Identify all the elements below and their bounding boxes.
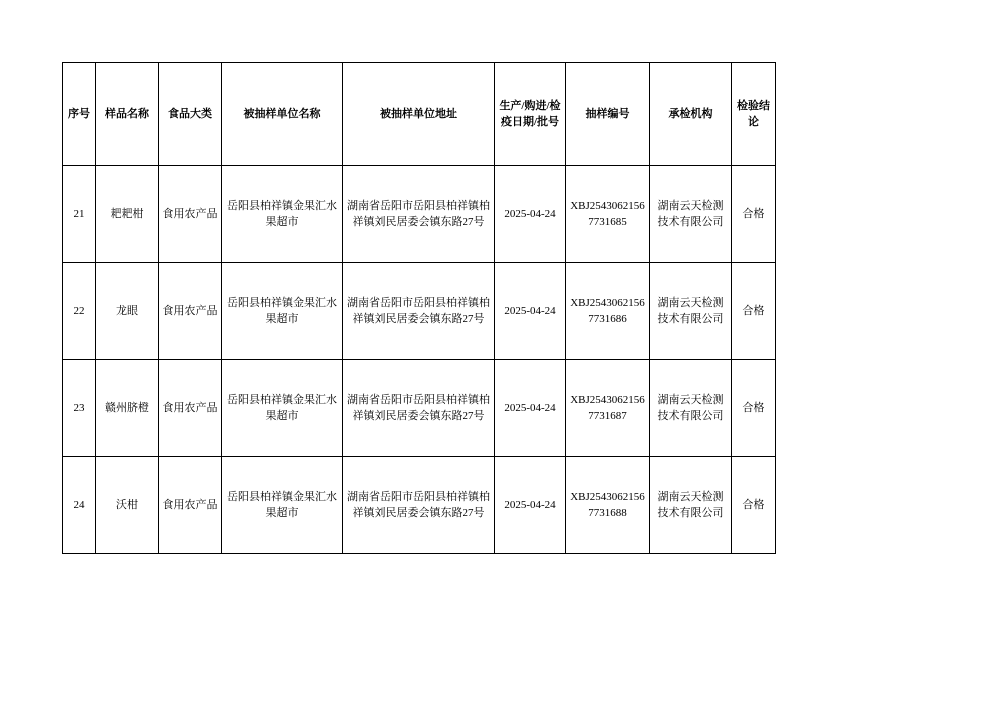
column-header-sampled-unit-name: 被抽样单位名称 (222, 63, 343, 166)
cell-sample-name: 赣州脐橙 (96, 360, 159, 457)
cell-index: 24 (63, 457, 96, 554)
cell-sampling-number: XBJ25430621567731688 (566, 457, 650, 554)
cell-sampled-unit-name: 岳阳县柏祥镇金果汇水果超市 (222, 457, 343, 554)
cell-sampling-number: XBJ25430621567731685 (566, 166, 650, 263)
cell-index: 21 (63, 166, 96, 263)
cell-sample-name: 沃柑 (96, 457, 159, 554)
cell-sampled-unit-name: 岳阳县柏祥镇金果汇水果超市 (222, 263, 343, 360)
cell-food-category: 食用农产品 (159, 166, 222, 263)
column-header-production-date: 生产/购进/检疫日期/批号 (495, 63, 566, 166)
table-row (63, 457, 776, 554)
table-row (63, 360, 776, 457)
cell-production-date: 2025-04-24 (495, 166, 566, 263)
cell-sampled-unit-name: 岳阳县柏祥镇金果汇水果超市 (222, 360, 343, 457)
cell-sampling-number: XBJ25430621567731687 (566, 360, 650, 457)
cell-sampled-unit-address: 湖南省岳阳市岳阳县柏祥镇柏祥镇刘民居委会镇东路27号 (343, 360, 495, 457)
column-header-conclusion: 检验结论 (732, 63, 776, 166)
cell-sample-name: 龙眼 (96, 263, 159, 360)
cell-conclusion: 合格 (732, 360, 776, 457)
inspection-results-table (62, 62, 776, 554)
cell-production-date: 2025-04-24 (495, 457, 566, 554)
table-row (63, 263, 776, 360)
cell-testing-agency: 湖南云天检测技术有限公司 (650, 166, 732, 263)
cell-production-date: 2025-04-24 (495, 263, 566, 360)
column-header-sample-name: 样品名称 (96, 63, 159, 166)
cell-sampling-number: XBJ25430621567731686 (566, 263, 650, 360)
cell-sampled-unit-name: 岳阳县柏祥镇金果汇水果超市 (222, 166, 343, 263)
table-row (63, 166, 776, 263)
cell-production-date: 2025-04-24 (495, 360, 566, 457)
cell-sampled-unit-address: 湖南省岳阳市岳阳县柏祥镇柏祥镇刘民居委会镇东路27号 (343, 166, 495, 263)
cell-conclusion: 合格 (732, 263, 776, 360)
cell-food-category: 食用农产品 (159, 457, 222, 554)
table-header-row (63, 63, 776, 166)
cell-sampled-unit-address: 湖南省岳阳市岳阳县柏祥镇柏祥镇刘民居委会镇东路27号 (343, 263, 495, 360)
cell-sample-name: 耙耙柑 (96, 166, 159, 263)
column-header-testing-agency: 承检机构 (650, 63, 732, 166)
cell-conclusion: 合格 (732, 166, 776, 263)
cell-testing-agency: 湖南云天检测技术有限公司 (650, 360, 732, 457)
cell-conclusion: 合格 (732, 457, 776, 554)
cell-index: 23 (63, 360, 96, 457)
column-header-sampled-unit-address: 被抽样单位地址 (343, 63, 495, 166)
column-header-index: 序号 (63, 63, 96, 166)
cell-testing-agency: 湖南云天检测技术有限公司 (650, 457, 732, 554)
cell-testing-agency: 湖南云天检测技术有限公司 (650, 263, 732, 360)
column-header-sampling-number: 抽样编号 (566, 63, 650, 166)
cell-index: 22 (63, 263, 96, 360)
cell-food-category: 食用农产品 (159, 360, 222, 457)
cell-food-category: 食用农产品 (159, 263, 222, 360)
cell-sampled-unit-address: 湖南省岳阳市岳阳县柏祥镇柏祥镇刘民居委会镇东路27号 (343, 457, 495, 554)
column-header-food-category: 食品大类 (159, 63, 222, 166)
